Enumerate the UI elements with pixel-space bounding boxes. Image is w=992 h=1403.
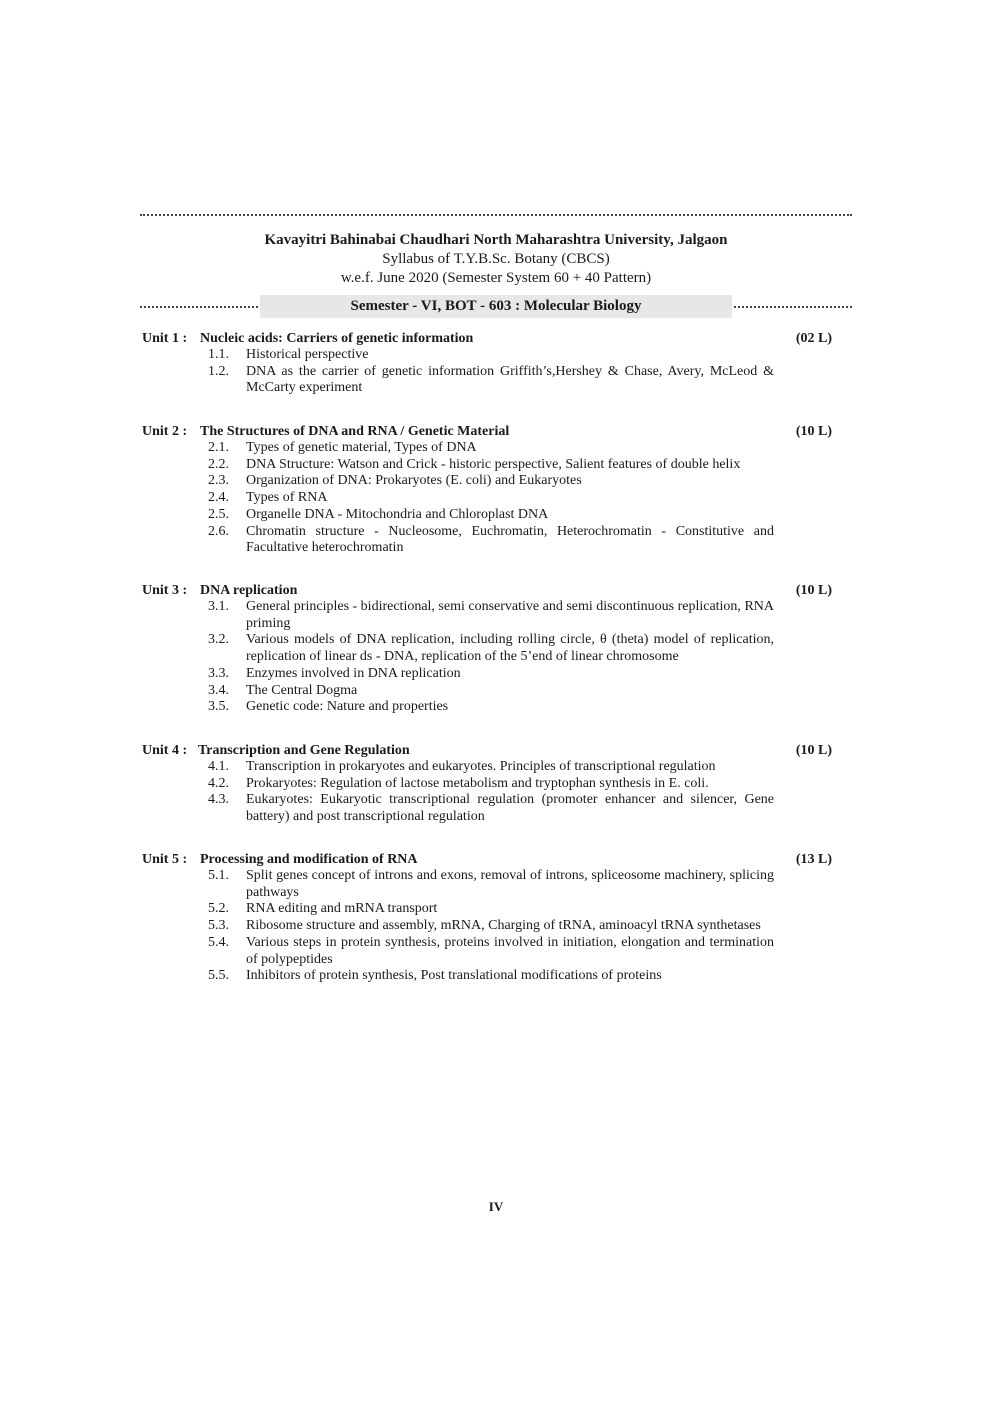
item-number: 3.5. [208, 699, 229, 715]
item-text: RNA editing and mRNA transport [246, 901, 438, 917]
item-text: Genetic code: Nature and properties [246, 699, 449, 715]
list-item [142, 364, 832, 397]
item-text: Enzymes involved in DNA replication [246, 665, 461, 681]
list-item [142, 792, 832, 825]
item-text: Types of genetic material, Types of DNA [246, 440, 477, 455]
list-item [142, 759, 832, 776]
unit-5 [142, 851, 832, 985]
unit-2 [142, 423, 832, 557]
unit-hours: (02 L) [795, 331, 832, 346]
item-number: 4.3. [208, 792, 229, 808]
list-item [142, 901, 832, 918]
university-name: Kavayitri Bahinabai Chaudhari North Maharashtra University, Jalgaon [264, 232, 728, 248]
item-number: 5.2. [208, 901, 229, 917]
item-number: 1.2. [208, 363, 229, 379]
item-number: 2.3. [208, 473, 229, 489]
unit-4 [142, 742, 832, 826]
item-number: 4.2. [208, 775, 229, 791]
unit-1 [142, 330, 832, 397]
unit-label: Unit 1 : [142, 331, 188, 346]
top-dotted-rule [140, 214, 852, 216]
unit-heading [142, 423, 832, 440]
item-text: The Central Dogma [246, 682, 358, 698]
right-dotted-rule [734, 306, 852, 308]
unit-title: The Structures of DNA and RNA / Genetic Material [200, 424, 510, 439]
unit-label: Unit 3 : [142, 583, 188, 598]
item-text: Inhibitors of protein synthesis, Post translational modifications of proteins [246, 968, 662, 984]
unit-title: Nucleic acids: Carriers of genetic information [200, 331, 474, 346]
list-item [142, 632, 832, 665]
item-number: 2.4. [208, 490, 229, 506]
item-number: 5.5. [208, 968, 229, 984]
list-item [142, 918, 832, 935]
list-item [142, 347, 832, 364]
list-item [142, 776, 832, 793]
unit-hours: (10 L) [795, 743, 832, 758]
list-item [142, 457, 832, 474]
list-item [142, 699, 832, 716]
list-item [142, 599, 832, 632]
item-text: DNA Structure: Watson and Crick - historic perspective, Salient features of double helix [246, 456, 741, 472]
list-item [142, 473, 832, 490]
item-text: Various steps in protein synthesis, proteins involved in initiation, elongation and termination of polypeptides [246, 934, 774, 967]
item-text: General principles - bidirectional, semi conservative and semi discontinuous replication, RNA priming [246, 599, 774, 631]
list-item [142, 868, 832, 901]
item-number: 5.3. [208, 918, 229, 934]
effective-date: w.e.f. June 2020 (Semester System 60 + 40 Pattern) [340, 270, 652, 286]
list-item [142, 666, 832, 683]
list-item [142, 507, 832, 524]
unit-label: Unit 2 : [142, 424, 188, 439]
item-number: 2.6. [208, 523, 229, 539]
item-text: Organization of DNA: Prokaryotes (E. coli) and Eukaryotes [246, 473, 582, 489]
item-number: 5.4. [208, 934, 229, 950]
unit-title: DNA replication [200, 583, 298, 598]
list-item [142, 935, 832, 968]
unit-title: Transcription and Gene Regulation [198, 743, 410, 758]
item-text: Various models of DNA replication, including rolling circle, θ (theta) model of replication, replication of linear ds - DNA, replication of the 5’end of linear chromosome [246, 632, 774, 665]
unit-heading [142, 851, 832, 868]
item-text: Split genes concept of introns and exons, removal of introns, spliceosome machinery, splicing pathways [246, 868, 774, 900]
document-header [140, 230, 852, 288]
item-number: 3.2. [208, 632, 229, 648]
item-number: 5.1. [208, 868, 229, 883]
item-number: 3.1. [208, 599, 229, 614]
list-item [142, 524, 832, 557]
item-number: 4.1. [208, 759, 229, 774]
item-text: Transcription in prokaryotes and eukaryotes. Principles of transcriptional regulation [246, 759, 716, 774]
item-text: DNA as the carrier of genetic information Griffith’s,Hershey & Chase, Avery, McLeod & McCarty experiment [246, 363, 774, 396]
unit-hours: (13 L) [795, 852, 832, 867]
item-text: Types of RNA [246, 490, 328, 506]
item-text: Organelle DNA - Mitochondria and Chloroplast DNA [246, 506, 549, 522]
item-text: Eukaryotes: Eukaryotic transcriptional regulation (promoter enhancer and silencer, Gene battery) and post transcriptional regulation [246, 792, 774, 825]
item-number: 1.1. [208, 347, 229, 362]
left-dotted-rule [140, 306, 258, 308]
semester-title-bar: Semester - VI, BOT - 603 : Molecular Biology [260, 295, 732, 318]
list-item [142, 683, 832, 700]
unit-label: Unit 4 : [142, 743, 188, 758]
unit-heading [142, 330, 832, 347]
item-text: Ribosome structure and assembly, mRNA, Charging of tRNA, aminoacyl tRNA synthetases [246, 918, 761, 934]
syllabus-title: Syllabus of T.Y.B.Sc. Botany (CBCS) [382, 251, 610, 267]
item-text: Historical perspective [246, 347, 369, 362]
item-number: 3.4. [208, 682, 229, 698]
item-text: Chromatin structure - Nucleosome, Euchromatin, Heterochromatin - Constitutive and Facultative heterochromatin [246, 523, 774, 556]
item-number: 2.1. [208, 440, 229, 455]
unit-hours: (10 L) [795, 583, 832, 598]
item-number: 2.5. [208, 506, 229, 522]
unit-heading [142, 582, 832, 599]
item-number: 3.3. [208, 665, 229, 681]
unit-3 [142, 582, 832, 716]
page-number: IV [488, 1199, 504, 1214]
item-number: 2.2. [208, 456, 229, 472]
list-item [142, 490, 832, 507]
list-item [142, 968, 832, 985]
unit-hours: (10 L) [795, 424, 832, 439]
item-text: Prokaryotes: Regulation of lactose metabolism and tryptophan synthesis in E. coli. [246, 775, 709, 791]
unit-label: Unit 5 : [142, 852, 188, 867]
list-item [142, 440, 832, 457]
unit-title: Processing and modification of RNA [200, 852, 418, 867]
unit-heading [142, 742, 832, 759]
